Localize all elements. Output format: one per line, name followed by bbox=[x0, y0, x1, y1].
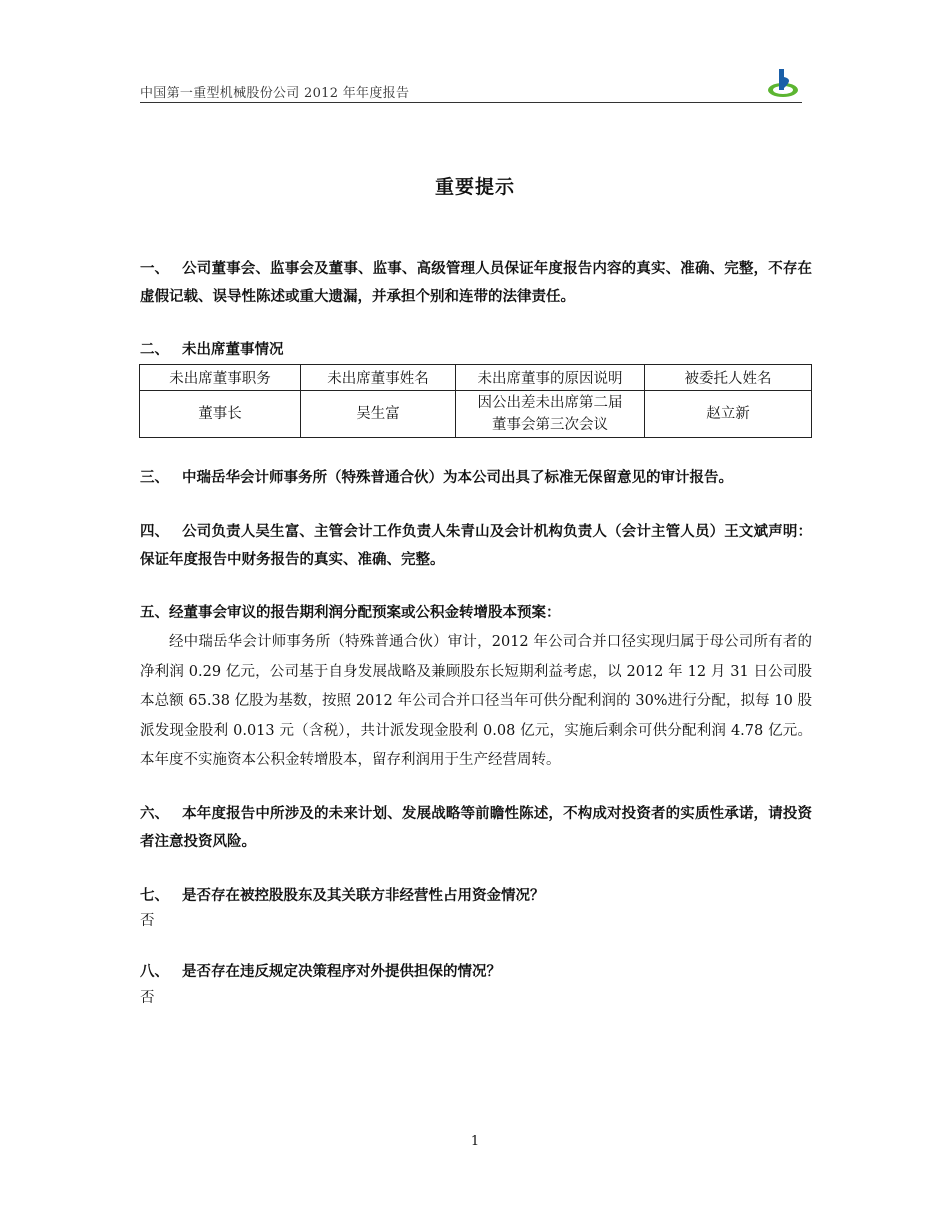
section-8-text: 是否存在违反规定决策程序对外提供担保的情况？ bbox=[182, 964, 501, 980]
section-2-heading bbox=[140, 336, 812, 364]
section-6-text: 本年度报告中所涉及的未来计划、发展战略等前瞻性陈述，不构成对投资者的实质性承诺，请投资者注意投资风险。 bbox=[140, 806, 812, 850]
section-5-heading: 五、经董事会审议的报告期利润分配预案或公积金转增股本预案： bbox=[140, 605, 561, 621]
page-number: 1 bbox=[470, 1134, 480, 1149]
section-1-text: 公司董事会、监事会及董事、监事、高级管理人员保证年度报告内容的真实、准确、完整，不存在虚假记载、误导性陈述或重大遗漏，并承担个别和连带的法律责任。 bbox=[140, 261, 812, 305]
page-header bbox=[140, 68, 802, 103]
section-4-number: 四、 bbox=[140, 524, 169, 540]
absent-directors-table bbox=[139, 364, 812, 438]
cell-reason-line1: 因公出差未出席第二届 bbox=[477, 395, 623, 411]
company-logo-icon bbox=[766, 66, 800, 100]
table-row bbox=[140, 391, 812, 438]
section-5-body: 经中瑞岳华会计师事务所（特殊普通合伙）审计，2012 年公司合并口径实现归属于母公司所有者的净利润 0.29 亿元，公司基于自身发展战略及兼顾股东长短期利益考虑，以 2012 年 12 月 31 日公司股本总额 65.38 亿股为基数，按照 2012 年公司合并口径当年可供分配利润的 30%进行分配，拟每 10 股派发现金股利 0.013 元（含税），共计派发现金股利 0.08 亿元，实施后剩余可供分配利润 4.78 亿元。本年度不实施资本公积金转增股本，留存利润用于生产经营周转。 bbox=[140, 634, 812, 768]
section-8-number: 八、 bbox=[140, 964, 169, 980]
section-7-question bbox=[140, 882, 812, 910]
table-header-name: 未出席董事姓名 bbox=[301, 365, 456, 391]
cell-delegate: 赵立新 bbox=[645, 391, 812, 438]
section-1 bbox=[140, 255, 812, 311]
section-6 bbox=[140, 800, 812, 856]
cell-position: 董事长 bbox=[140, 391, 301, 438]
section-7-answer: 否 bbox=[140, 913, 155, 929]
page-title: 重要提示 bbox=[434, 176, 515, 198]
section-3-number: 三、 bbox=[140, 470, 169, 486]
section-2-number: 二、 bbox=[140, 342, 169, 358]
section-8-answer: 否 bbox=[140, 990, 155, 1006]
cell-reason-line2: 董事会第三次会议 bbox=[492, 417, 608, 433]
report-header-title: 中国第一重型机械股份公司 2012 年年度报告 bbox=[140, 86, 410, 101]
section-4 bbox=[140, 518, 812, 574]
section-3 bbox=[140, 464, 812, 492]
section-8-question bbox=[140, 958, 812, 986]
table-header-delegate: 被委托人姓名 bbox=[645, 365, 812, 391]
table-header-position: 未出席董事职务 bbox=[140, 365, 301, 391]
table-header-reason: 未出席董事的原因说明 bbox=[456, 365, 645, 391]
section-1-number: 一、 bbox=[140, 261, 169, 277]
section-6-number: 六、 bbox=[140, 806, 169, 822]
section-2-title: 未出席董事情况 bbox=[182, 342, 284, 358]
section-3-text: 中瑞岳华会计师事务所（特殊普通合伙）为本公司出具了标准无保留意见的审计报告。 bbox=[182, 470, 733, 486]
section-4-text: 公司负责人吴生富、主管会计工作负责人朱青山及会计机构负责人（会计主管人员）王文斌声明：保证年度报告中财务报告的真实、准确、完整。 bbox=[140, 524, 812, 568]
cell-name: 吴生富 bbox=[301, 391, 456, 438]
section-7-number: 七、 bbox=[140, 888, 169, 904]
table-header-row bbox=[140, 365, 812, 391]
section-7-text: 是否存在被控股股东及其关联方非经营性占用资金情况？ bbox=[182, 888, 545, 904]
cell-reason bbox=[456, 391, 645, 438]
